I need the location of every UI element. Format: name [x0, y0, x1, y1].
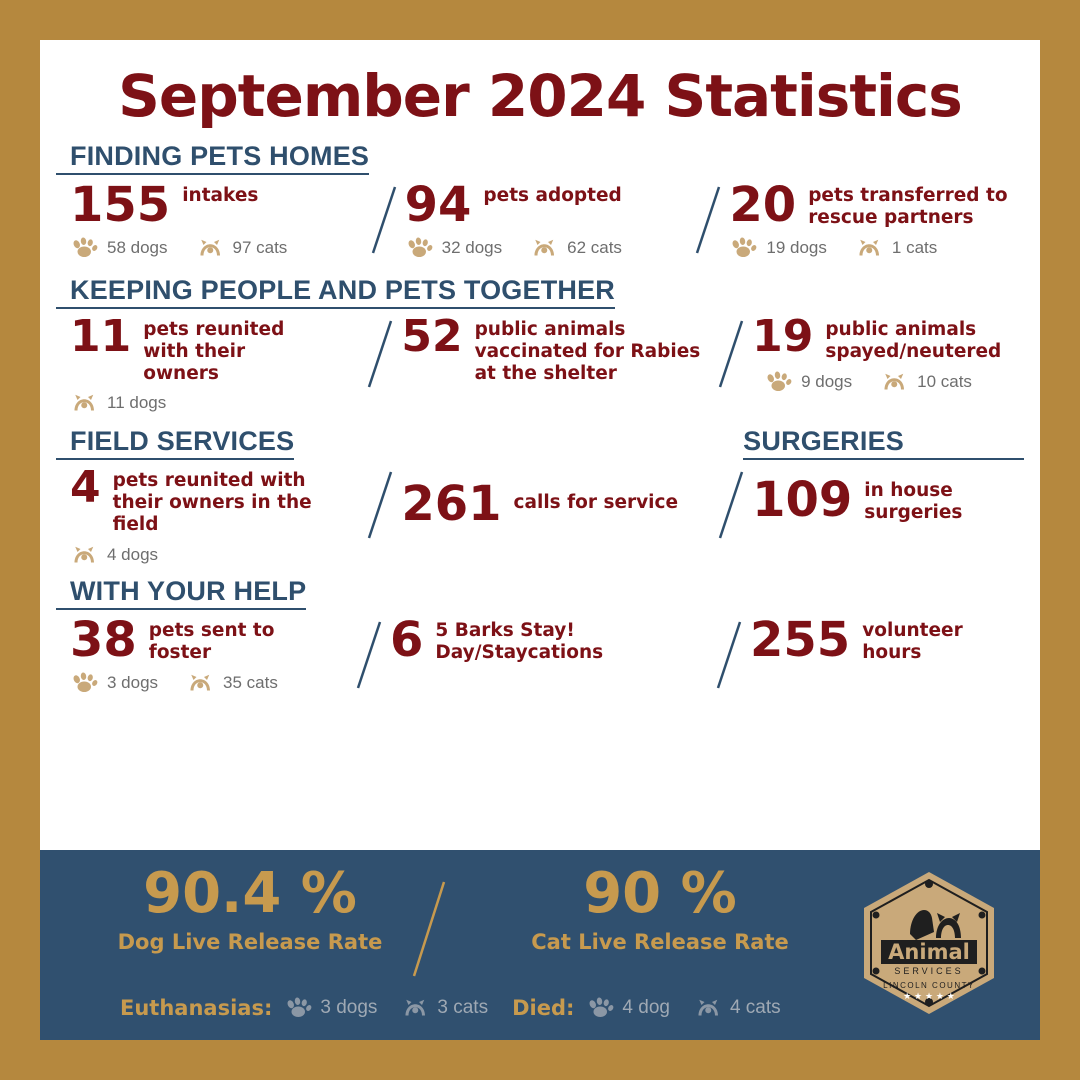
stat-top: [70, 176, 365, 233]
stat-breakdown: [405, 237, 690, 259]
breakdown-item: [70, 672, 158, 694]
stat-top: [401, 476, 712, 533]
euthanasias-cats-text: 3 cats: [437, 997, 489, 1018]
stat-number: 155: [70, 176, 171, 233]
cat-release-rate-value: 90 %: [583, 861, 737, 926]
stat-description: pets sent to foster: [148, 619, 275, 663]
stat-number: 20: [729, 176, 797, 233]
section-header-row: [56, 141, 1024, 179]
cat-icon: [186, 672, 216, 694]
section-heading-with-your-help: WITH YOUR HELP: [56, 576, 306, 610]
cat-icon: [70, 392, 100, 414]
stat-cell: [56, 176, 365, 259]
stat-description: public animals spayed/neutered: [825, 318, 1002, 362]
stat-cell: [752, 310, 1024, 393]
dog-release-rate-value: 90.4 %: [143, 861, 357, 926]
breakdown-item: [186, 672, 278, 694]
section-header-row: [56, 275, 1024, 313]
stat-top: [750, 611, 1020, 668]
stat-number: 94: [404, 176, 472, 233]
stat-cell: [401, 310, 712, 384]
breakdown-item: [405, 237, 503, 259]
section-header-row: [56, 426, 1024, 464]
breakdown-item: [729, 237, 827, 259]
cat-release-rate-block: [510, 861, 810, 954]
breakdown-item: [70, 237, 168, 259]
divider-slash: [400, 866, 460, 986]
stat-cell: [404, 176, 690, 259]
stat-description: intakes: [182, 184, 259, 206]
stat-number: 11: [70, 310, 132, 362]
breakdown-text: 1 cats: [891, 237, 938, 257]
euthanasias-cats: [401, 997, 488, 1019]
breakdown-text: 62 cats: [567, 237, 622, 257]
section-band-with-your-help: [56, 611, 1024, 696]
breakdown-item: [880, 371, 972, 393]
divider-slash: [350, 616, 390, 696]
stat-top: [401, 310, 712, 384]
stat-cell: [390, 611, 710, 668]
dog-paw-icon: [70, 672, 100, 694]
stat-cell: [752, 466, 1024, 529]
stat-description: calls for service: [513, 492, 679, 514]
breakdown-text: 58 dogs: [107, 237, 168, 257]
cat-release-rate-label: Cat Live Release Rate: [531, 930, 789, 954]
poster-card: [40, 40, 1040, 1040]
died-dogs: [586, 997, 670, 1019]
stat-top: [70, 611, 350, 668]
died-label: Died:: [512, 996, 575, 1020]
section-band-keeping-together: [56, 310, 1024, 414]
breakdown-text: 9 dogs: [801, 371, 853, 391]
dog-release-rate-label: Dog Live Release Rate: [117, 930, 383, 954]
stat-cell: [56, 310, 361, 414]
cat-icon: [855, 237, 885, 259]
stat-description: pets adopted: [483, 184, 622, 206]
died-cats: [694, 997, 781, 1019]
dog-paw-icon: [70, 237, 100, 259]
section-heading-keeping-people-and-pets-together: KEEPING PEOPLE AND PETS TOGETHER: [56, 275, 615, 309]
section-heading-field-services: FIELD SERVICES: [56, 426, 294, 460]
breakdown-item: [196, 237, 288, 259]
cat-icon: [694, 997, 724, 1019]
cat-icon: [530, 237, 560, 259]
stat-number: 4: [70, 462, 101, 514]
divider-slash: [710, 616, 750, 696]
stat-description: 5 Barks Stay! Day/Staycations: [435, 619, 604, 663]
euthanasias-dogs-text: 3 dogs: [320, 997, 378, 1018]
stat-cell: [401, 466, 712, 533]
stat-cell: [56, 462, 361, 565]
breakdown-text: 4 dogs: [107, 544, 159, 564]
stat-top: [752, 310, 1024, 363]
stat-breakdown: [70, 672, 350, 694]
stat-number: 255: [750, 611, 851, 668]
cat-icon: [880, 371, 910, 393]
divider-slash: [365, 181, 405, 261]
breakdown-text: 19 dogs: [766, 237, 827, 257]
logo-line2: SERVICES: [894, 966, 964, 976]
stat-breakdown: [70, 392, 361, 414]
breakdown-text: 11 dogs: [107, 393, 167, 413]
dog-release-rate-block: [100, 861, 400, 954]
section-header-row: [56, 576, 1024, 614]
divider-slash: [361, 466, 401, 546]
stat-number: 52: [401, 310, 463, 362]
section-band-field-services: [56, 462, 1024, 565]
stat-top: [70, 462, 361, 536]
breakdown-text: 10 cats: [917, 371, 972, 391]
stat-breakdown: [70, 237, 365, 259]
stat-cell: [750, 611, 1020, 668]
divider-slash: [712, 315, 752, 395]
stat-description: volunteer hours: [862, 619, 963, 663]
divider-slash: [361, 315, 401, 395]
stat-breakdown: [70, 544, 361, 566]
breakdown-text: 97 cats: [232, 237, 288, 257]
page-title: September 2024 Statistics: [118, 62, 962, 130]
breakdown-item: [530, 237, 622, 259]
stat-description: public animals vaccinated for Rabies at the shelter: [474, 318, 701, 384]
euthanasias-label: Euthanasias:: [120, 996, 273, 1020]
section-heading-surgeries: SURGERIES: [743, 426, 1024, 460]
stat-number: 109: [752, 472, 853, 529]
section-heading-finding-pets-homes: FINDING PETS HOMES: [56, 141, 369, 175]
breakdown-text: 3 dogs: [107, 672, 159, 692]
footer-summary: [40, 850, 1040, 1040]
stat-top: [404, 176, 690, 233]
divider-slash: [712, 466, 752, 546]
stat-number: 38: [70, 611, 137, 668]
stat-top: [390, 611, 710, 668]
breakdown-text: 35 cats: [223, 672, 278, 692]
stat-number: 19: [752, 310, 814, 362]
stat-description: pets transferred to rescue partners: [808, 184, 1008, 228]
cat-icon: [401, 997, 431, 1019]
breakdown-text: 32 dogs: [441, 237, 503, 257]
dog-paw-icon: [729, 237, 759, 259]
stat-breakdown: [729, 237, 1024, 259]
cat-icon: [196, 237, 226, 259]
dog-paw-icon: [405, 237, 435, 259]
breakdown-item: [70, 392, 166, 414]
section-band-finding-pets-homes: [56, 176, 1024, 261]
dog-paw-icon: [586, 997, 616, 1019]
breakdown-item: [70, 544, 158, 566]
logo-line1: Animal: [888, 940, 970, 964]
stat-description: in house surgeries: [864, 480, 963, 524]
stat-top: [70, 310, 361, 384]
organization-logo: [854, 868, 1004, 1018]
stat-description: pets reunited with their owners in the field: [112, 470, 312, 536]
euthanasias-dogs: [284, 997, 377, 1019]
stat-cell: [729, 176, 1024, 259]
dog-paw-icon: [284, 997, 314, 1019]
dog-paw-icon: [764, 371, 794, 393]
divider-slash: [689, 181, 729, 261]
stat-top: [729, 176, 1024, 233]
breakdown-item: [764, 371, 852, 393]
statistics-content: [40, 40, 1040, 696]
breakdown-item: [855, 237, 937, 259]
stat-breakdown: [764, 371, 1024, 393]
died-cats-text: 4 cats: [729, 997, 781, 1018]
stat-cell: [56, 611, 350, 694]
logo-line3: LINCOLN COUNTY: [883, 981, 975, 990]
cat-icon: [70, 544, 100, 566]
stat-description: pets reunited with their owners: [143, 318, 285, 384]
stat-number: 261: [401, 476, 502, 533]
logo-stars: ★ ★ ★ ★ ★: [903, 992, 955, 1002]
stat-number: 6: [390, 611, 424, 668]
died-dogs-text: 4 dog: [622, 997, 670, 1018]
stat-top: [752, 472, 1024, 529]
